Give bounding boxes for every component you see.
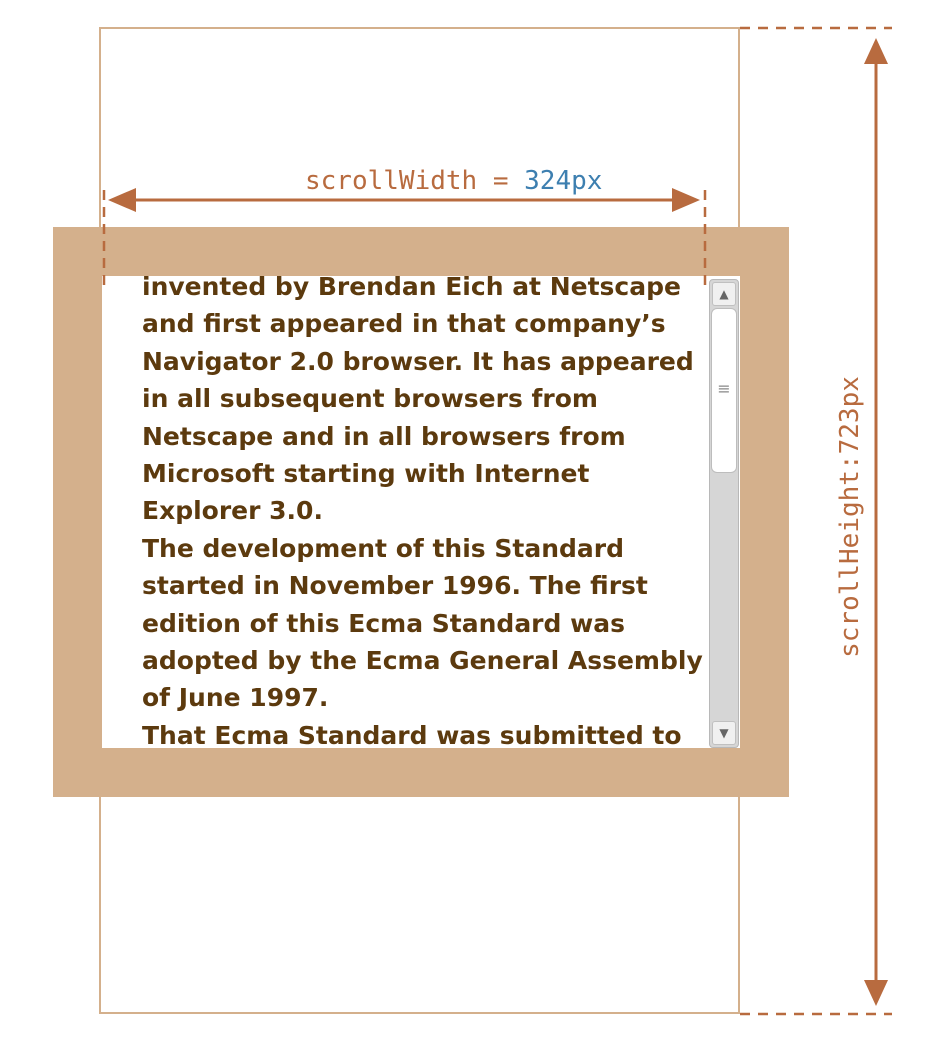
scroll-height-text: scrollHeight: <box>835 454 865 658</box>
paragraph-3: That Ecma Standard was submitted to <box>142 720 682 748</box>
scroll-width-text: scrollWidth = <box>305 166 525 196</box>
arrow-up-icon: ▲ <box>719 287 729 301</box>
paragraph-1: invented by Brendan Eich at Netscape and first appeared in that company’s Navigator 2.0 browser. It has appeared in all subsequent browsers from Netscape and in all browsers from Microsoft starting with Internet Explorer 3.0. <box>142 276 694 526</box>
scroll-width-arrow-right-head <box>672 188 700 212</box>
paragraph-2: The development of this Standard started in November 1996. The first edition of this Ecma Standard was adopted by the Ecma General Assembly of June 1997. <box>142 533 703 713</box>
grip-icon: ≡ <box>717 379 731 398</box>
arrow-down-icon: ▼ <box>719 726 729 740</box>
scroll-width-label <box>305 166 602 196</box>
scroll-height-value: 723px <box>835 376 865 455</box>
scroll-width-value: 324px <box>524 166 603 196</box>
scroll-height-label <box>835 376 865 658</box>
scroll-width-arrow-left-head <box>108 188 136 212</box>
